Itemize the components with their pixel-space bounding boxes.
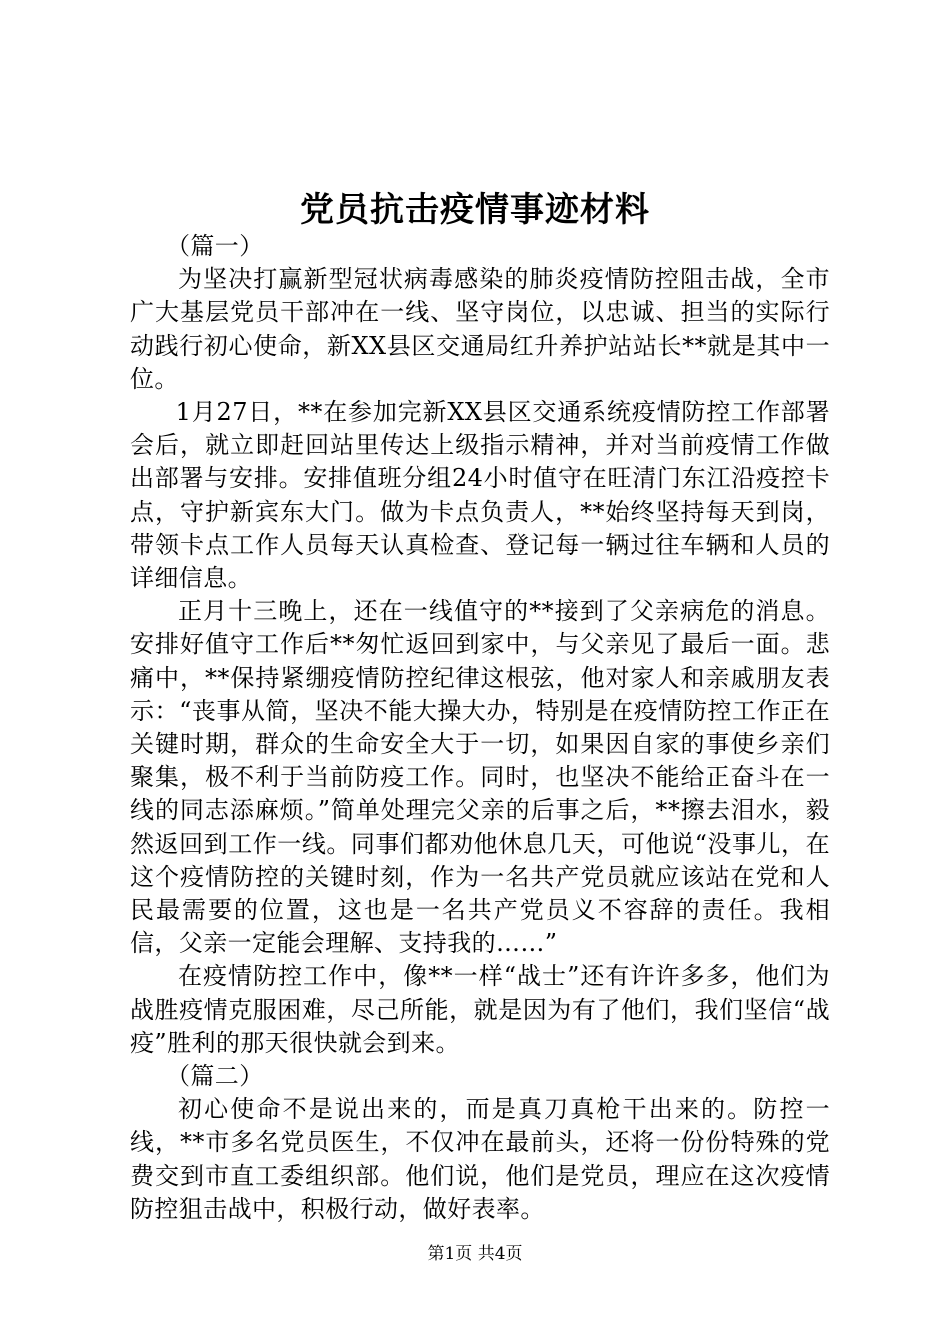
paragraph-4: 在疫情防控工作中，像**一样“战士”还有许许多多，他们为战胜疫情克服困难，尽己所能，就是因为有了他们，我们坚信“战疫”胜利的那天很快就会到来。 [130, 962, 830, 1057]
page-footer: 第1页 共4页 [427, 1244, 523, 1264]
section-heading-1: （篇一） [166, 232, 264, 260]
section-heading-2: （篇二） [166, 1062, 264, 1091]
paragraph-2: 1月27日，**在参加完新XX县区交通系统疫情防控工作部署会后，就立即赶回站里传达上级指示精神，并对当前疫情工作做出部署与安排。安排值班分组24小时值守在旺清门东江沿疫控卡点，守护新宾东大门。做为卡点负责人，**始终坚持每天到岗，带领卡点工作人员每天认真检查、登记每一辆过往车辆和人员的详细信息。 [130, 398, 830, 593]
document-title: 党员抗击疫情事迹材料 [300, 190, 650, 230]
paragraph-1: 为坚决打赢新型冠状病毒感染的肺炎疫情防控阻击战，全市广大基层党员干部冲在一线、坚守岗位，以忠诚、担当的实际行动践行初心使命，新XX县区交通局红升养护站站长**就是其中一位。 [130, 265, 830, 393]
paragraph-5: 初心使命不是说出来的，而是真刀真枪干出来的。防控一线，**市多名党员医生，不仅冲在最前头，还将一份份特殊的党费交到市直工委组织部。他们说，他们是党员，理应在这次疫情防控狙击战中，积极行动，做好表率。 [130, 1095, 830, 1223]
paragraph-3: 正月十三晚上，还在一线值守的**接到了父亲病危的消息。安排好值守工作后**匆忙返回到家中，与父亲见了最后一面。悲痛中，**保持紧绷疫情防控纪律这根弦，他对家人和亲戚朋友表示：“丧事从简，坚决不能大操大办，特别是在疫情防控工作正在关键时期，群众的生命安全大于一切，如果因自家的事使乡亲们聚集，极不利于当前防疫工作。同时，也坚决不能给正奋斗在一线的同志添麻烦。”简单处理完父亲的后事之后，**擦去泪水，毅然返回到工作一线。同事们都劝他休息几天，可他说“没事儿，在这个疫情防控的关键时刻，作为一名共产党员就应该站在党和人民最需要的位置，这也是一名共产党员义不容辞的责任。我相信，父亲一定能会理解、支持我的……” [130, 597, 830, 958]
document-body [130, 230, 830, 1226]
